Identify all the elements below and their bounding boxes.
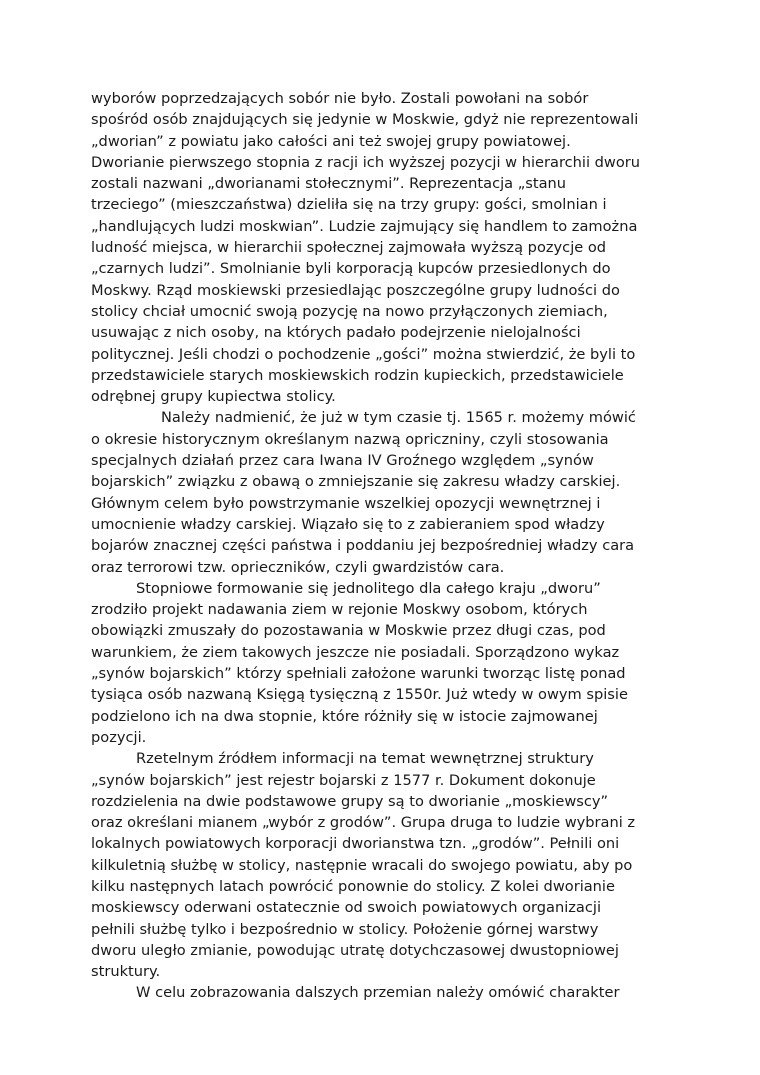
paragraph-start-line: W celu zobrazowania dalszych przemian należy omówić charakter xyxy=(136,984,620,1002)
paragraph-start-line: Należy nadmienić, że już w tym czasie tj. 1565 r. możemy mówić xyxy=(161,409,636,427)
text-line: oraz terrorowi tzw. oprieczników, czyli gwardzistów cara. xyxy=(91,558,505,576)
text-line: „czarnych ludzi”. Smolnianie byli korporacją kupców przesiedlonych do xyxy=(91,260,611,278)
text-line: lokalnych powiatowych korporacji dworianstwa tzn. „grodów”. Pełnili oni xyxy=(91,835,620,853)
text-line: politycznej. Jeśli chodzi o pochodzenie „gości” można stwierdzić, że byli to xyxy=(91,345,636,363)
text-line: struktury. xyxy=(91,963,161,981)
text-line: stolicy chciał umocnić swoją pozycję na nowo przyłączonych ziemiach, xyxy=(91,302,608,320)
text-line: oraz określani mianem „wybór z grodów”. Grupa druga to ludzie wybrani z xyxy=(91,814,636,832)
text-line: odrębnej grupy kupiectwa stolicy. xyxy=(91,388,336,406)
text-line: moskiewscy oderwani ostatecznie od swoich powiatowych organizacji xyxy=(91,899,602,917)
text-line: „synów bojarskich” jest rejestr bojarski z 1577 r. Dokument dokonuje xyxy=(91,771,596,789)
text-line: kilkuletnią służbę w stolicy, następnie wracali do swojego powiatu, aby po xyxy=(91,856,633,874)
text-line: zostali nazwani „dworianami stołecznymi”. Reprezentacja „stanu xyxy=(91,175,567,193)
text-line: „dworian” z powiatu jako całości ani też swojej grupy powiatowej. xyxy=(91,132,571,150)
text-line: usuwając z nich osoby, na których padało podejrzenie nielojalności xyxy=(91,324,581,342)
text-line: obowiązki zmuszały do pozostawania w Moskwie przez długi czas, pod xyxy=(91,622,606,640)
text-line: bojarów znacznej części państwa i poddaniu jej bezpośredniej władzy cara xyxy=(91,537,635,555)
text-line: „handlujących ludzi moskwian”. Ludzie zajmujący się handlem to zamożna xyxy=(91,217,638,235)
text-line: dworu uległo zmianie, powodując utratę dotychczasowej dwustopniowej xyxy=(91,941,619,959)
text-line: zrodziło projekt nadawania ziem w rejonie Moskwy osobom, których xyxy=(91,601,588,619)
body-text xyxy=(91,88,671,1004)
text-line: pełnili służbę tylko i bezpośrednio w stolicy. Położenie górnej warstwy xyxy=(91,920,599,938)
text-line: podzielono ich na dwa stopnie, które różniły się w istocie zajmowanej xyxy=(91,707,598,725)
text-line: Dworianie pierwszego stopnia z racji ich wyższej pozycji w hierarchii dworu xyxy=(91,153,641,171)
text-line: rozdzielenia na dwie podstawowe grupy są to dworianie „moskiewscy” xyxy=(91,792,609,810)
text-line: warunkiem, że ziem takowych jeszcze nie posiadali. Sporządzono wykaz xyxy=(91,643,620,661)
text-line: przedstawiciele starych moskiewskich rodzin kupieckich, przedstawiciele xyxy=(91,366,624,384)
text-line: pozycji. xyxy=(91,728,147,746)
text-line: trzeciego” (mieszczaństwa) dzieliła się na trzy grupy: gości, smolnian i xyxy=(91,196,607,214)
text-line: specjalnych działań przez cara Iwana IV Groźnego względem „synów xyxy=(91,452,594,470)
text-line: ludność miejsca, w hierarchii społecznej zajmowała wyższą pozycje od xyxy=(91,239,607,257)
text-line: Głównym celem było powstrzymanie wszelkiej opozycji wewnętrznej i xyxy=(91,494,601,512)
text-line: wyborów poprzedzających sobór nie było. Zostali powołani na sobór xyxy=(91,90,589,107)
paragraph-start-line: Rzetelnym źródłem informacji na temat wewnętrznej struktury xyxy=(136,750,594,768)
text-line: Moskwy. Rząd moskiewski przesiedlając poszczególne grupy ludności do xyxy=(91,281,620,299)
text-line: „synów bojarskich” którzy spełniali założone warunki tworząc listę ponad xyxy=(91,665,626,683)
text-line: bojarskich” związku z obawą o zmniejszanie się zakresu władzy carskiej. xyxy=(91,473,621,491)
text-line: umocnienie władzy carskiej. Wiązało się to z zabieraniem spod władzy xyxy=(91,515,605,533)
text-line: spośród osób znajdujących się jedynie w Moskwie, gdyż nie reprezentowali xyxy=(91,111,639,129)
text-line: tysiąca osób nazwaną Księgą tysięczną z 1550r. Już wtedy w owym spisie xyxy=(91,686,628,704)
text-line: kilku następnych latach powrócić ponownie do stolicy. Z kolei dworianie xyxy=(91,877,615,895)
paragraph-start-line: Stopniowe formowanie się jednolitego dla całego kraju „dworu” xyxy=(136,579,601,597)
text-line: o okresie historycznym określanym nazwą opriczniny, czyli stosowania xyxy=(91,430,609,448)
